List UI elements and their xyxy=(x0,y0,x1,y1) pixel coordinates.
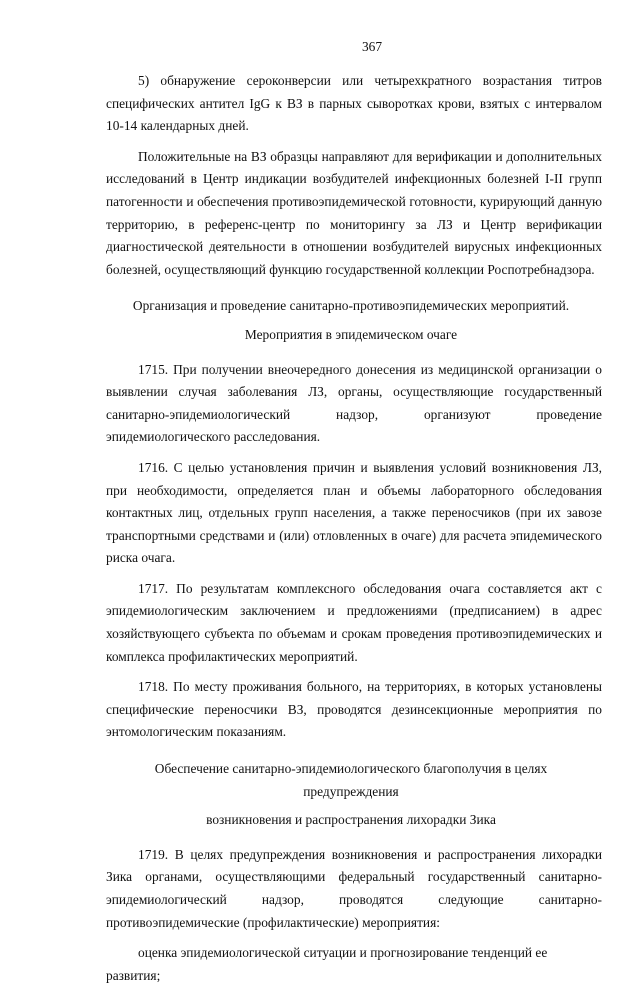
page-number: 367 xyxy=(361,39,383,54)
paragraph-1719: 1719. В целях предупреждения возникновения и распространения лихорадки Зика органами, осуществляющими федеральный государственный санитарно-эпидемиологический надзор, проводятся следующие санитарно-противоэпидемические (профилактические) мероприятия: xyxy=(106,846,602,930)
list-item-assessment: оценка эпидемиологической ситуации и прогнозирование тенденций ее развития; xyxy=(106,945,548,983)
list-item-5: 5) обнаружение сероконверсии или четырехкратного возрастания титров специфических антител IgG к ВЗ в парных сыворотках крови, взятых с интервалом 10-14 календарных дней. xyxy=(106,73,602,134)
paragraph-1718: 1718. По месту проживания больного, на территориях, в которых установлены специфические переносчики ВЗ, проводятся дезинсекционные мероприятия по энтомологическим показаниям. xyxy=(106,679,602,740)
paragraph-positive-samples: Положительные на ВЗ образцы направляют для верификации и дополнительных исследований в Центр индикации возбудителей инфекционных болезней I-II групп патогенности и обеспечения противоэпидемической готовности, курирующий данную территорию, в референс-центр по мониторингу за ЛЗ и Центр верификации диагностической деятельности в отношении возбудителей вирусных инфекционных болезней, осуществляющий функцию государственной коллекции Роспотребнадзора. xyxy=(106,148,602,277)
paragraph-1716: 1716. С целью установления причин и выявления условий возникновения ЛЗ, при необходимости, определяется план и объемы лабораторного обследования контактных лиц, отдельных групп населения, а также переносчиков (при их завозе транспортными средствами и (или) отловленных в очаге) для расчета эпидемического риска очага. xyxy=(106,459,602,566)
heading-line: Мероприятия в эпидемическом очаге xyxy=(244,326,458,342)
heading-line: Обеспечение санитарно-эпидемиологического благополучия в целях предупреждения xyxy=(154,761,548,799)
heading-line: Организация и проведение санитарно-противоэпидемических мероприятий. xyxy=(132,298,570,314)
heading-line: возникновения и распространения лихорадки Зика xyxy=(206,812,496,828)
section-heading-zika xyxy=(106,758,602,832)
paragraph-1715: 1715. При получении внеочередного донесения из медицинской организации о выявлении случая заболевания ЛЗ, органы, осуществляющие государственный санитарно-эпидемиологический надзор, организуют проведение эпидемиологического расследования. xyxy=(106,361,602,445)
paragraph-1717: 1717. По результатам комплексного обследования очага составляется акт с эпидемиологическим заключением и предложениями (предписанием) в адрес хозяйствующего субъекта по объемам и срокам проведения противоэпидемических и комплекса профилактических мероприятий. xyxy=(106,580,602,664)
section-heading-organization xyxy=(106,295,602,346)
